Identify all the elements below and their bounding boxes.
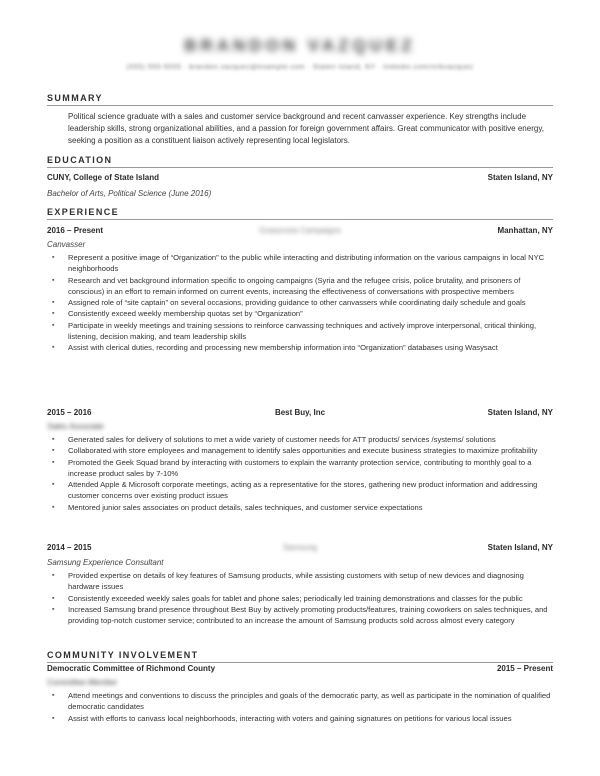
summary-text: Political science graduate with a sales and customer service background and recent canvasser experience. Key strengths include leadership skills, strong organizational abilities, and a passion for foreign government affairs. Great communicator with positive energy, seeking a position as a constituent liaison actively representing local legislators. xyxy=(68,112,544,146)
list-item: ▪ Represent a positive image of “Organization” to the public while interacting and distributing information on the various campaigns in local NYC neighborhoods xyxy=(47,252,553,275)
community-dates: 2015 – Present xyxy=(496,664,553,673)
list-item: ▪ Generated sales for delivery of solutions to met a wide variety of customer needs for ATT products/ services /systems/ solutions xyxy=(47,434,553,445)
job-dates: 2016 – Present xyxy=(47,226,104,235)
job-dates: 2014 – 2015 xyxy=(47,543,92,552)
job-bullets xyxy=(47,252,553,354)
job-location: Staten Island, NY xyxy=(487,543,553,552)
list-item: ▪ Mentored junior sales associates on product details, sales techniques, and customer service expectations xyxy=(47,502,553,513)
section-divider xyxy=(47,662,553,663)
list-item: ▪ Collaborated with store employees and management to identify sales opportunities and execute business strategies to maximize profitability xyxy=(47,445,553,456)
community-org: Democratic Committee of Richmond County xyxy=(47,664,216,673)
job-company: Best Buy, Inc xyxy=(274,408,326,417)
list-item: ▪ Consistently exceeded weekly sales goals for tablet and phone sales; periodically led training demonstrations and classes for the public xyxy=(47,593,553,604)
community-role: Committee Member xyxy=(47,678,118,687)
school-location: Staten Island, NY xyxy=(487,173,553,182)
list-item: ▪ Research and vet background information specific to ongoing campaigns (Syria and the refugee crisis, police brutality, and prisoners of conscious) in an effort to remain informed on current events, increasing the effectiveness of conversations with prospective members xyxy=(47,275,553,298)
list-item: ▪ Assist with clerical duties, recording and processing new membership information into “Organization” databases using Wasysact xyxy=(47,342,553,353)
job-location: Staten Island, NY xyxy=(487,408,553,417)
list-item: ▪ Participate in weekly meetings and training sessions to reinforce canvassing techniques and actively improve interpersonal, critical thinking, listening, decision making, and team leadership skills xyxy=(47,320,553,343)
candidate-name: BRANDON VAZQUEZ xyxy=(184,36,416,55)
contact-info: (555) 555-5555 · brandon.vazquez@example.com · Staten Island, NY · linkedin.com/in/bvazquez xyxy=(126,64,474,71)
job-header xyxy=(47,226,553,237)
list-item: ▪ Assigned role of “site captain” on several occasions, providing guidance to other canvassers while coordinating daily schedule and goals xyxy=(47,297,553,308)
section-title-education: EDUCATION xyxy=(47,155,113,165)
job-bullets xyxy=(47,434,553,513)
list-item: ▪ Consistently exceed weekly membership quotas set by “Organization” xyxy=(47,308,553,319)
section-title-summary: SUMMARY xyxy=(47,93,103,103)
section-title-community: COMMUNITY INVOLVEMENT xyxy=(47,650,199,660)
job-company: Grassroots Campaigns xyxy=(259,226,341,235)
section-divider xyxy=(47,167,553,168)
job-header xyxy=(47,543,553,554)
school-name: CUNY, College of State Island xyxy=(47,173,160,182)
job-dates: 2015 – 2016 xyxy=(47,408,92,417)
job-header xyxy=(47,408,553,419)
job-role: Samsung Experience Consultant xyxy=(47,558,164,567)
job-company: Samsung xyxy=(283,543,317,552)
list-item: ▪ Attend meetings and conventions to discuss the principles and goals of the democratic party, as well as participate in the nomination of qualified democratic candidates xyxy=(47,690,553,713)
section-divider xyxy=(47,219,553,220)
list-item: ▪ Increased Samsung brand presence throughout Best Buy by actively promoting products/features, training coworkers on sales techniques, and providing top-notch customer service; contributed to an increase the amount of Samsung products sold across almost every category xyxy=(47,604,553,627)
list-item: ▪ Promoted the Geek Squad brand by interacting with customers to explain the warranty protection service, contributing to monthly goal to a increase product sales by 7-10% xyxy=(47,457,553,480)
section-title-experience: EXPERIENCE xyxy=(47,207,120,217)
degree: Bachelor of Arts, Political Science (June 2016) xyxy=(47,189,212,198)
job-bullets xyxy=(47,570,553,626)
community-bullets xyxy=(47,690,553,724)
education-row xyxy=(47,173,553,184)
community-row xyxy=(47,664,553,675)
section-divider xyxy=(47,105,553,106)
job-location: Manhattan, NY xyxy=(497,226,553,235)
job-role: Sales Associate xyxy=(47,422,104,431)
list-item: ▪ Provided expertise on details of key features of Samsung products, while assisting customers with setup of new devices and diagnosing hardware issues xyxy=(47,570,553,593)
list-item: ▪ Assist with efforts to canvass local neighborhoods, interacting with voters and gaining signatures on petitions for various local issues xyxy=(47,713,553,724)
list-item: ▪ Attended Apple & Microsoft corporate meetings, acting as a representative for the stores, gathering new product information and addressing customer concerns over existing product issues xyxy=(47,479,553,502)
job-role: Canvasser xyxy=(47,240,86,249)
